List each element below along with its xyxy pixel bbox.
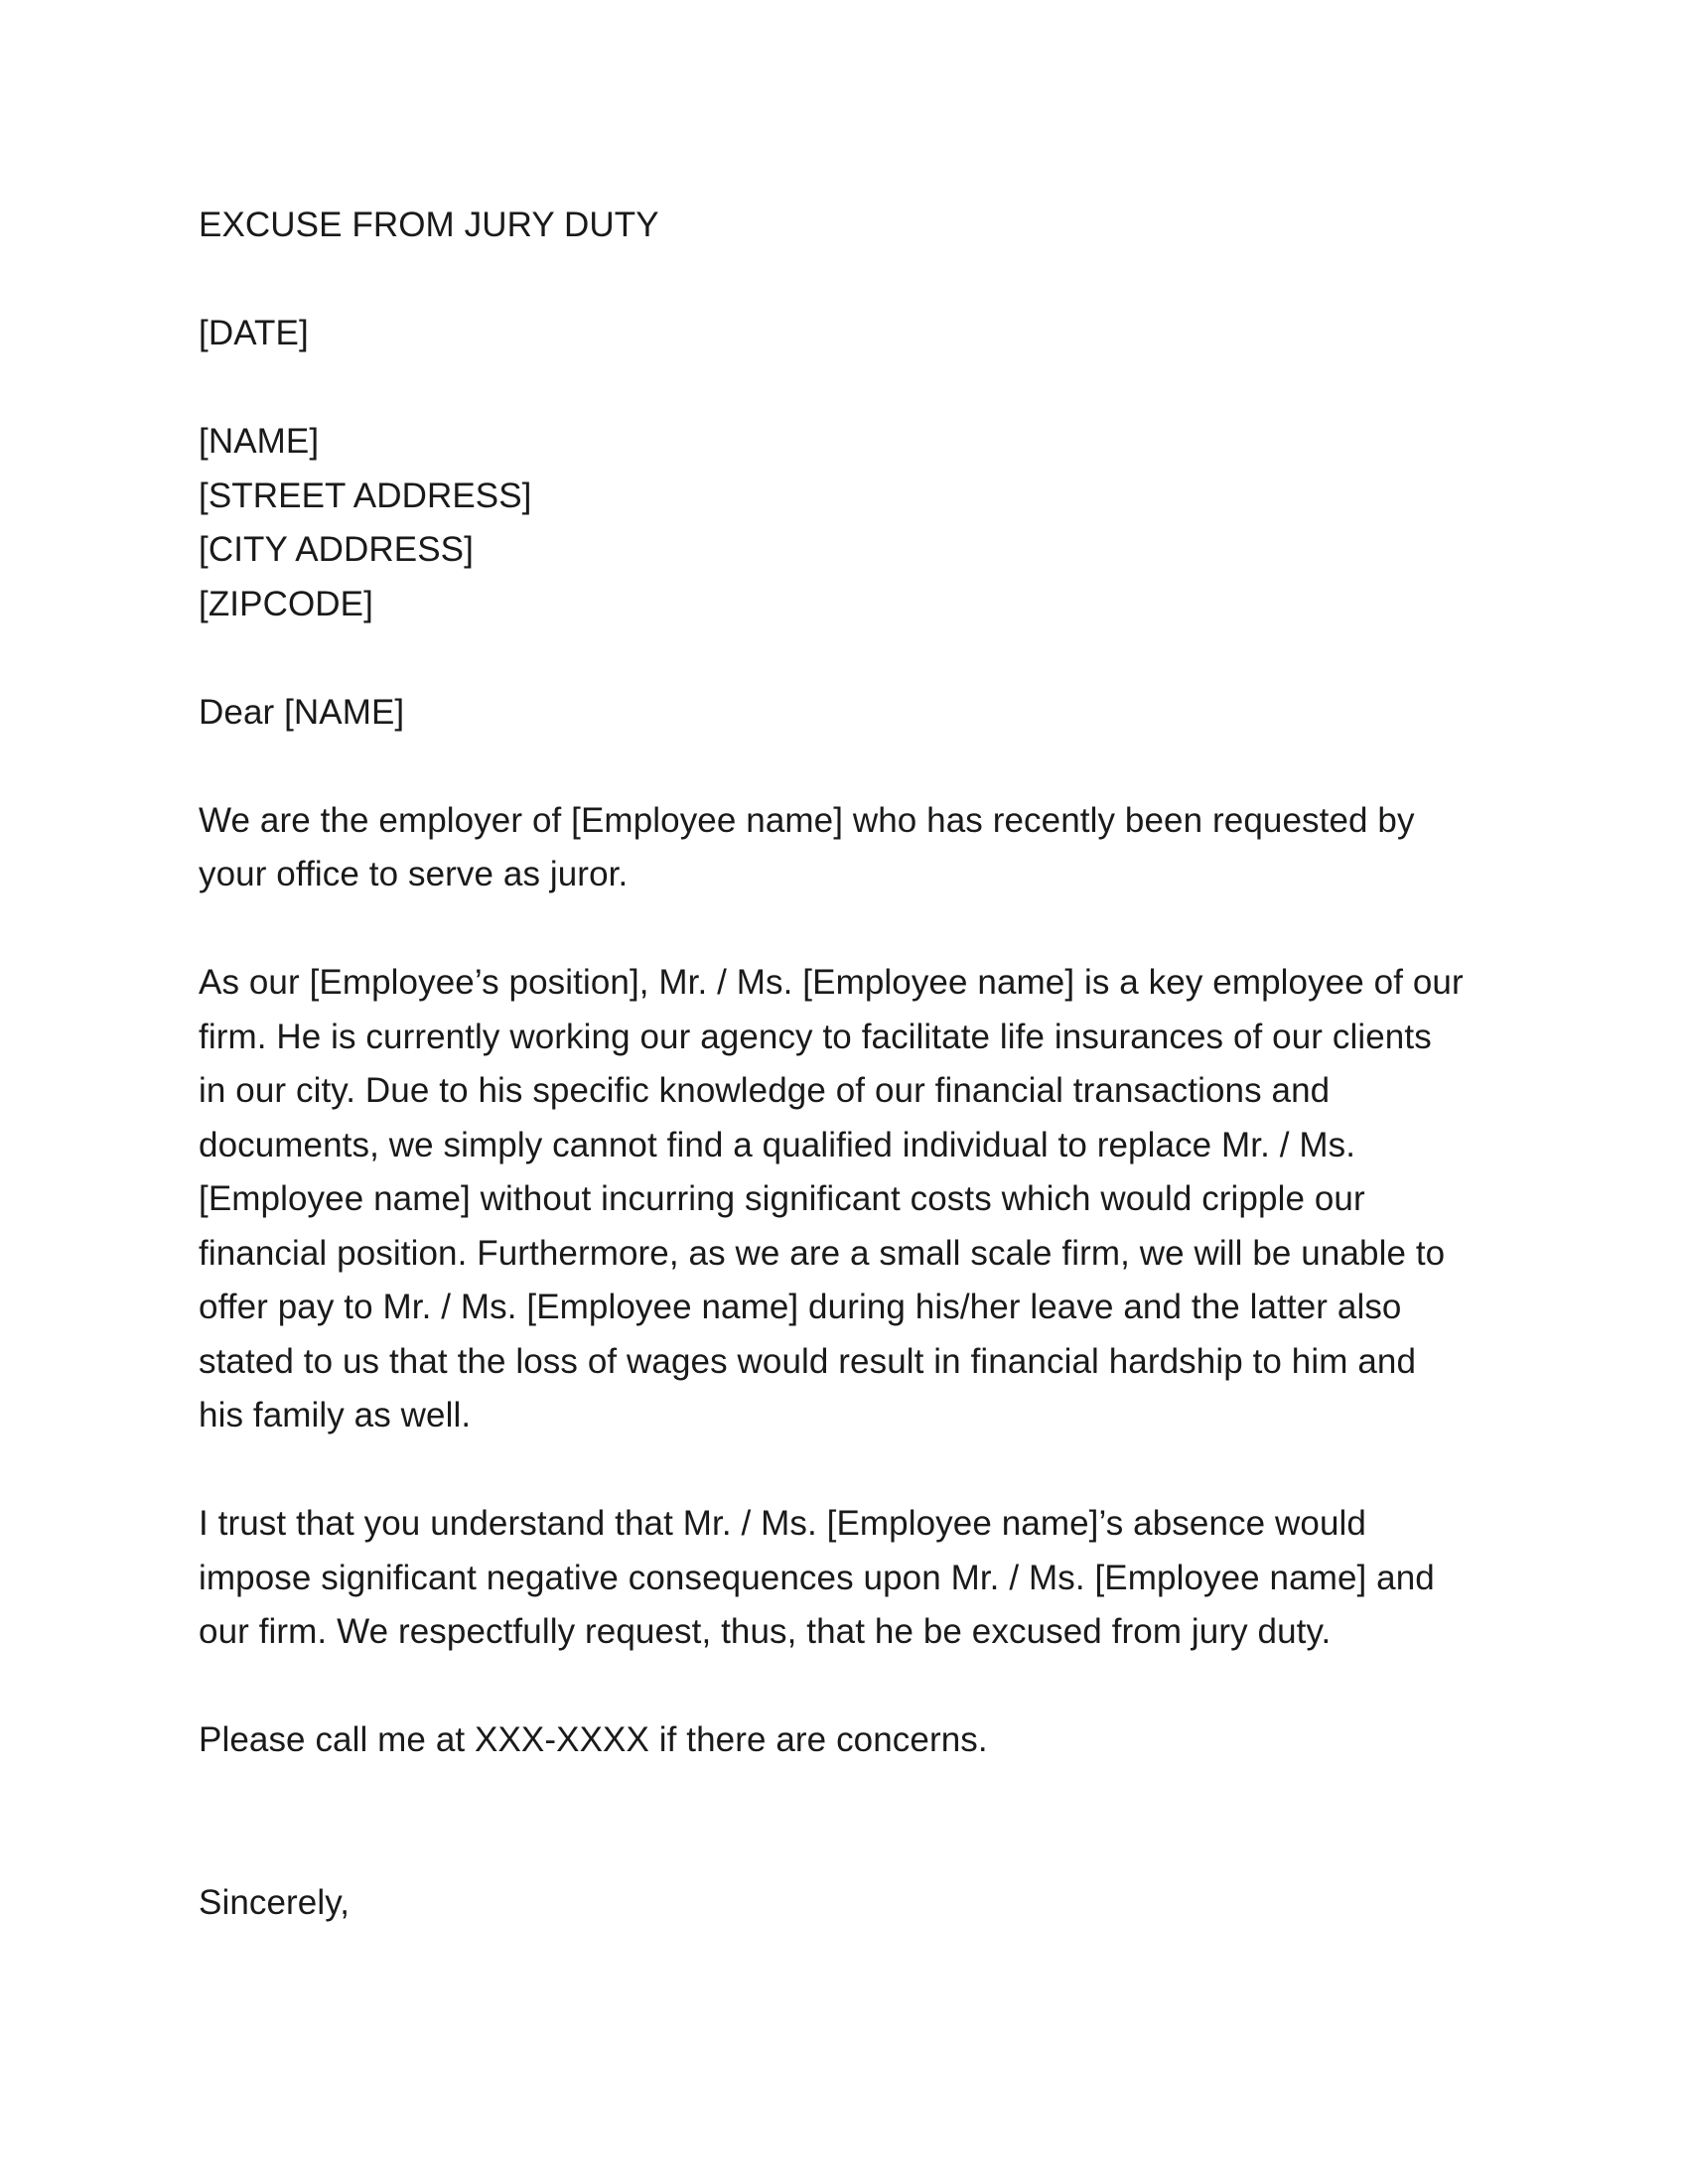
letter-date: [DATE] bbox=[199, 314, 309, 352]
paragraph-line: our firm. We respectfully request, thus, that he be excused from jury duty. bbox=[199, 1612, 1332, 1651]
recipient-zip: [ZIPCODE] bbox=[199, 584, 373, 623]
paragraph-line: offer pay to Mr. / Ms. [Employee name] during his/her leave and the latter also bbox=[199, 1288, 1402, 1326]
spacer bbox=[199, 1443, 1499, 1498]
paragraph-3 bbox=[199, 1497, 1499, 1660]
paragraph-2 bbox=[199, 956, 1499, 1443]
paragraph-line: firm. He is currently working our agency to facilitate life insurances of our clients bbox=[199, 1017, 1432, 1056]
spacer bbox=[199, 1768, 1499, 1876]
recipient-street: [STREET ADDRESS] bbox=[199, 476, 532, 515]
letter-title: EXCUSE FROM JURY DUTY bbox=[199, 205, 659, 244]
letter-body bbox=[199, 199, 1499, 1930]
paragraph-line: As our [Employee’s position], Mr. / Ms. [Employee name] is a key employee of our bbox=[199, 963, 1464, 1002]
spacer bbox=[199, 740, 1499, 794]
recipient-address bbox=[199, 415, 1499, 631]
spacer bbox=[199, 253, 1499, 308]
recipient-city: [CITY ADDRESS] bbox=[199, 530, 474, 569]
paragraph-line: your office to serve as juror. bbox=[199, 855, 629, 893]
spacer bbox=[199, 361, 1499, 416]
spacer bbox=[199, 902, 1499, 957]
paragraph-line: [Employee name] without incurring significant costs which would cripple our bbox=[199, 1179, 1365, 1218]
recipient-name: [NAME] bbox=[199, 422, 320, 461]
paragraph-1 bbox=[199, 794, 1499, 902]
spacer bbox=[199, 1660, 1499, 1714]
paragraph-4: Please call me at XXX-XXXX if there are concerns. bbox=[199, 1720, 988, 1759]
spacer bbox=[199, 631, 1499, 686]
salutation: Dear [NAME] bbox=[199, 692, 405, 732]
paragraph-line: financial position. Furthermore, as we are a small scale firm, we will be unable to bbox=[199, 1233, 1446, 1273]
paragraph-line: documents, we simply cannot find a qualified individual to replace Mr. / Ms. bbox=[199, 1125, 1356, 1164]
paragraph-line: his family as well. bbox=[199, 1396, 472, 1434]
paragraph-line: I trust that you understand that Mr. / Ms. [Employee name]’s absence would bbox=[199, 1504, 1366, 1543]
closing: Sincerely, bbox=[199, 1882, 351, 1922]
paragraph-line: in our city. Due to his specific knowledge of our financial transactions and bbox=[199, 1071, 1331, 1110]
paragraph-line: We are the employer of [Employee name] who has recently been requested by bbox=[199, 800, 1415, 840]
paragraph-line: stated to us that the loss of wages would result in financial hardship to him and bbox=[199, 1341, 1417, 1381]
paragraph-line: impose significant negative consequences upon Mr. / Ms. [Employee name] and bbox=[199, 1558, 1435, 1597]
